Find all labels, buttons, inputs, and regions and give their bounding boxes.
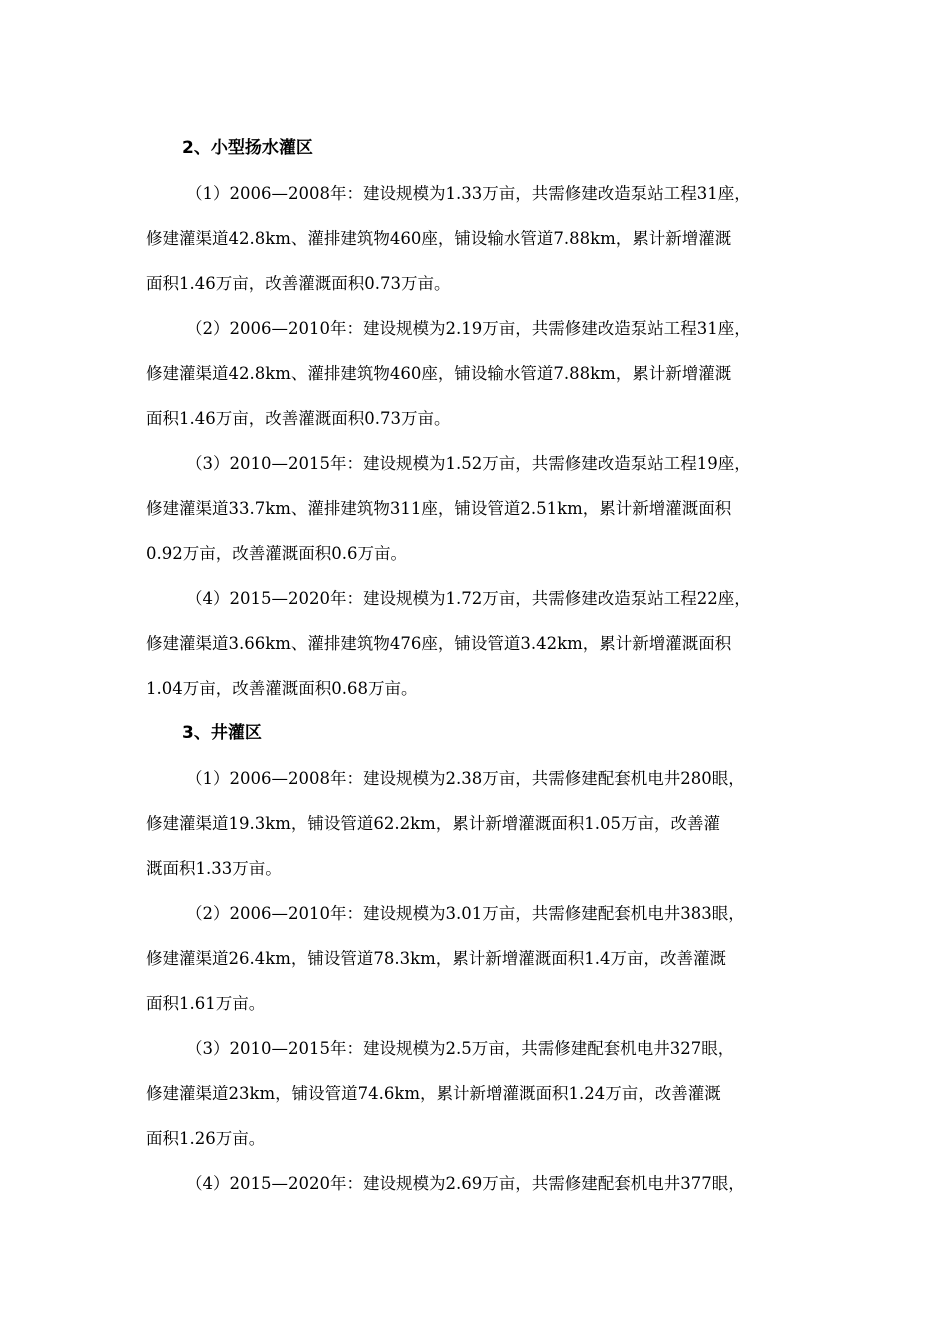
paragraph-pump-2015-2020	[146, 576, 820, 711]
paragraph-line: （4）2015—2020年：建设规模为1.72万亩，共需修建改造泵站工程22座，	[186, 589, 751, 608]
paragraph-line: （2）2006—2010年：建设规模为2.19万亩，共需修建改造泵站工程31座，	[186, 319, 751, 338]
paragraph-line: 修建灌渠道33.7km、灌排建筑物311座，铺设管道2.51km，累计新增灌溉面积	[146, 499, 732, 518]
section-heading-well-irrigation: 3、井灌区	[182, 723, 262, 743]
paragraph-line: 面积1.46万亩，改善灌溉面积0.73万亩。	[146, 409, 451, 428]
document-body	[146, 126, 820, 1206]
paragraph-line: 面积1.61万亩。	[146, 994, 266, 1013]
section-heading-pump-irrigation: 2、小型扬水灌区	[182, 138, 313, 158]
paragraph-line: 溉面积1.33万亩。	[146, 859, 282, 878]
paragraph-well-2015-2020	[146, 1161, 820, 1206]
paragraph-line: （3）2010—2015年：建设规模为1.52万亩，共需修建改造泵站工程19座，	[186, 454, 751, 473]
paragraph-line: 修建灌渠道19.3km，铺设管道62.2km，累计新增灌溉面积1.05万亩，改善灌	[146, 814, 721, 833]
paragraph-line: 修建灌渠道3.66km、灌排建筑物476座，铺设管道3.42km，累计新增灌溉面积	[146, 634, 732, 653]
paragraph-pump-2010-2015	[146, 441, 820, 576]
paragraph-well-2010-2015	[146, 1026, 820, 1161]
paragraph-line: 修建灌渠道23km，铺设管道74.6km，累计新增灌溉面积1.24万亩，改善灌溉	[146, 1084, 721, 1103]
paragraph-line: （1）2006—2008年：建设规模为2.38万亩，共需修建配套机电井280眼，	[186, 769, 745, 788]
paragraph-well-2006-2010	[146, 891, 820, 1026]
paragraph-well-2006-2008	[146, 756, 820, 891]
paragraph-line: （2）2006—2010年：建设规模为3.01万亩，共需修建配套机电井383眼，	[186, 904, 745, 923]
paragraph-line: 0.92万亩，改善灌溉面积0.6万亩。	[146, 544, 407, 563]
paragraph-line: （3）2010—2015年：建设规模为2.5万亩，共需修建配套机电井327眼，	[186, 1039, 735, 1058]
paragraph-line: （1）2006—2008年：建设规模为1.33万亩，共需修建改造泵站工程31座，	[186, 184, 751, 203]
paragraph-line: （4）2015—2020年：建设规模为2.69万亩，共需修建配套机电井377眼，	[186, 1174, 745, 1193]
paragraph-line: 1.04万亩，改善灌溉面积0.68万亩。	[146, 679, 418, 698]
paragraph-line: 修建灌渠道26.4km，铺设管道78.3km，累计新增灌溉面积1.4万亩，改善灌溉	[146, 949, 727, 968]
paragraph-line: 面积1.46万亩，改善灌溉面积0.73万亩。	[146, 274, 451, 293]
paragraph-line: 面积1.26万亩。	[146, 1129, 266, 1148]
paragraph-pump-2006-2008	[146, 171, 820, 306]
paragraph-line: 修建灌渠道42.8km、灌排建筑物460座，铺设输水管道7.88km，累计新增灌溉	[146, 229, 732, 248]
paragraph-line: 修建灌渠道42.8km、灌排建筑物460座，铺设输水管道7.88km，累计新增灌溉	[146, 364, 732, 383]
paragraph-pump-2006-2010	[146, 306, 820, 441]
